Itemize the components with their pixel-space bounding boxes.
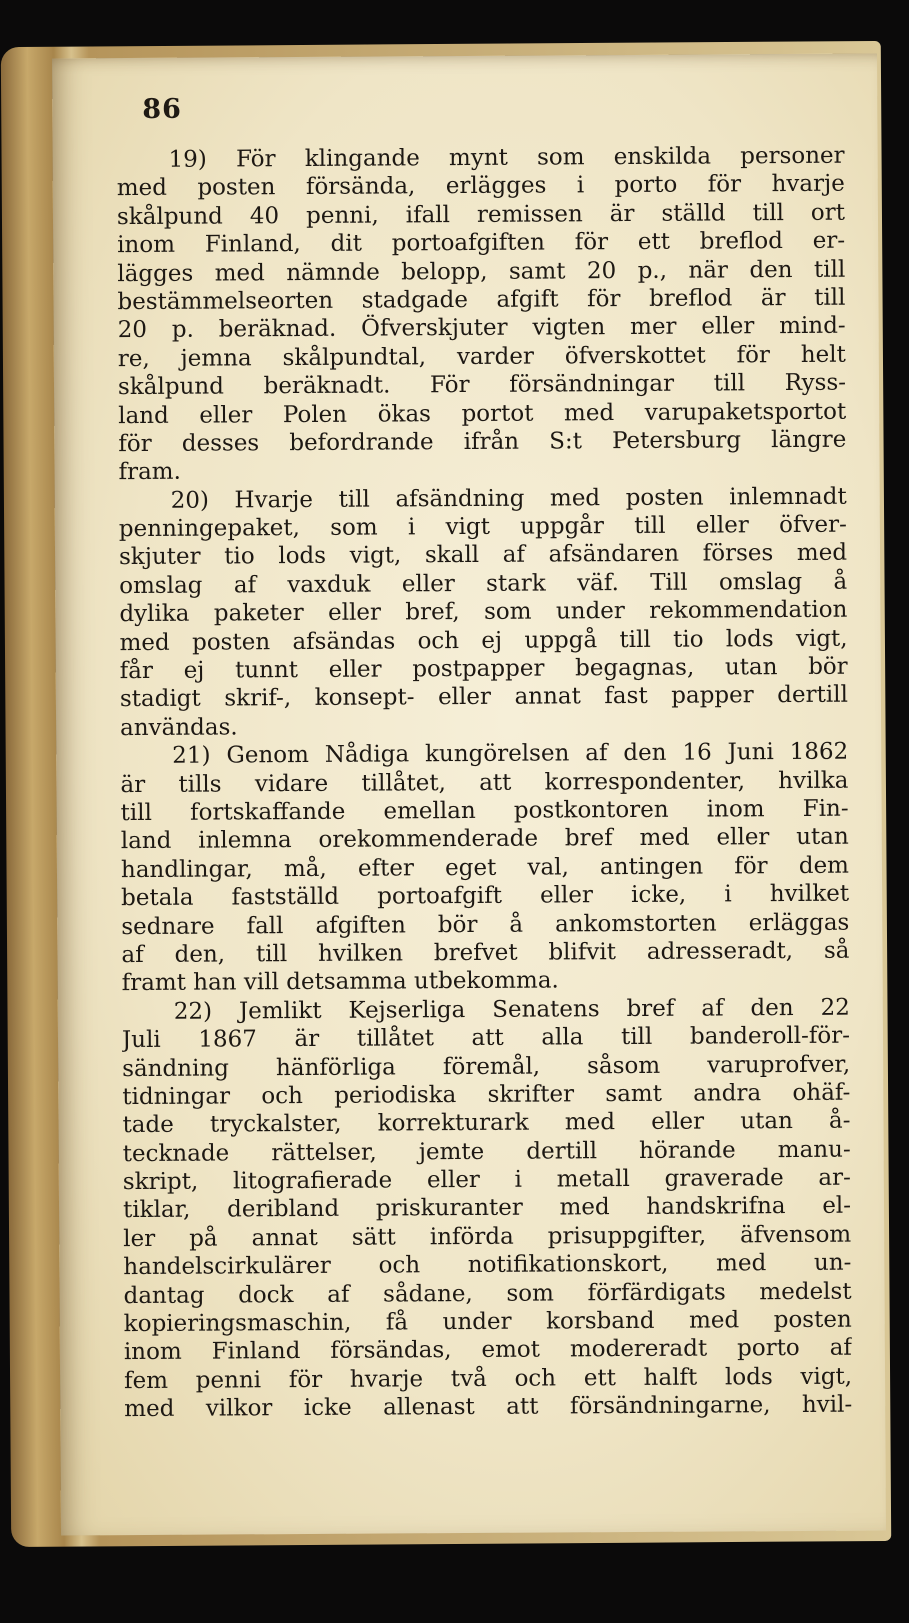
text-line: land eller Polen ökas portot med varupaketsportot	[118, 398, 847, 429]
text-line: är tills vidare tillåtet, att korrespondenter, hvilka	[120, 767, 849, 798]
text-line: sändning hänförliga föremål, såsom varuprofver,	[122, 1051, 851, 1082]
text-line: ler på annat sätt införda prisuppgifter, äfvensom	[123, 1221, 852, 1252]
body-text	[117, 142, 853, 1424]
text-line: sednare fall afgiften bör å ankomstorten erläggas	[121, 909, 850, 940]
text-line: tecknade rättelser, jemte dertill hörande manu-	[122, 1136, 851, 1167]
text-line: med posten försända, erlägges i porto för hvarje	[116, 171, 845, 202]
text-line: 21) Genom Nådiga kungörelsen af den 16 Juni 1862	[172, 738, 849, 770]
text-line: tiklar, deribland priskuranter med handskrifna el-	[122, 1193, 852, 1224]
text-line: omslag af vaxduk eller stark väf. Till omslag å	[119, 568, 848, 599]
text-line: 19) För klingande mynt som enskilda personer	[168, 142, 845, 173]
text-line: re, jemna skålpundtal, varder öfverskottet för helt	[117, 341, 846, 372]
text-line: bestämmelseorten stadgade afgift för breflod är till	[117, 284, 846, 316]
text-line: 22) Jemlikt Kejserliga Senatens bref af den 22	[173, 994, 850, 1025]
text-line: handelscirkulärer och notifikationskort, med un-	[123, 1249, 852, 1281]
page-number: 86	[142, 93, 182, 125]
text-line: inom Finland, dit portoafgiften för ett breflod er-	[117, 227, 846, 259]
text-line: med posten afsändas och ej uppgå till tio lods vigt,	[119, 625, 848, 656]
text-line: tidningar och periodiska skrifter samt andra ohäf-	[122, 1079, 851, 1110]
text-line: skjuter tio lods vigt, skall af afsändaren förses med	[118, 540, 848, 571]
text-line: fem penni för hvarje två och ett halft lods vigt,	[124, 1363, 853, 1394]
text-line: dylika paketer eller bref, som under rekommendation	[119, 596, 848, 628]
book-page	[52, 53, 886, 1535]
text-line: skålpund beräknadt. För försändningar till Ryss-	[117, 369, 847, 401]
text-line: 20 p. beräknad. Öfverskjuter vigten mer eller mind-	[117, 313, 846, 344]
text-line: framt han vill detsamma utbekomma.	[121, 967, 559, 997]
text-line: fram.	[118, 459, 181, 486]
text-line: användas.	[120, 714, 238, 741]
text-line: af den, till hvilken brefvet blifvit adresseradt, så	[121, 937, 850, 969]
text-line: tade tryckalster, korrekturark med eller utan å-	[122, 1107, 851, 1139]
text-line: får ej tunnt eller postpapper begagnas, utan bör	[119, 653, 848, 685]
text-line: skålpund 40 penni, ifall remissen är ställd till ort	[116, 199, 846, 230]
text-line: stadigt skrif-, konsept- eller annat fast papper dertill	[119, 682, 848, 713]
text-line: dantag dock af sådane, som förfärdigats medelst	[123, 1278, 852, 1309]
text-line: penningepaket, som i vigt uppgår till eller öfver-	[118, 511, 847, 543]
text-line: inom Finland försändas, emot modereradt porto af	[123, 1335, 852, 1366]
text-line: betala fastställd portoafgift eller icke, i hvilket	[121, 880, 850, 912]
text-line: kopieringsmaschin, få under korsband med posten	[123, 1306, 852, 1338]
text-line: handlingar, må, efter eget val, antingen för dem	[120, 852, 850, 883]
text-line: för desses befordrande ifrån S:t Petersburg längre	[118, 426, 847, 458]
text-line: 20) Hvarje till afsändning med posten inlemnadt	[170, 483, 847, 514]
text-line: lägges med nämnde belopp, samt 20 p., när den till	[117, 256, 846, 287]
text-line: med vilkor icke allenast att försändningarne, hvil-	[124, 1391, 853, 1423]
text-line: Juli 1867 är tillåtet att alla till banderoll-för-	[121, 1022, 851, 1054]
text-line: till fortskaffande emellan postkontoren inom Fin-	[120, 795, 849, 827]
text-line: land inlemna orekommenderade bref med eller utan	[120, 824, 849, 855]
text-line: skript, litografierade eller i metall graverade ar-	[122, 1164, 851, 1196]
